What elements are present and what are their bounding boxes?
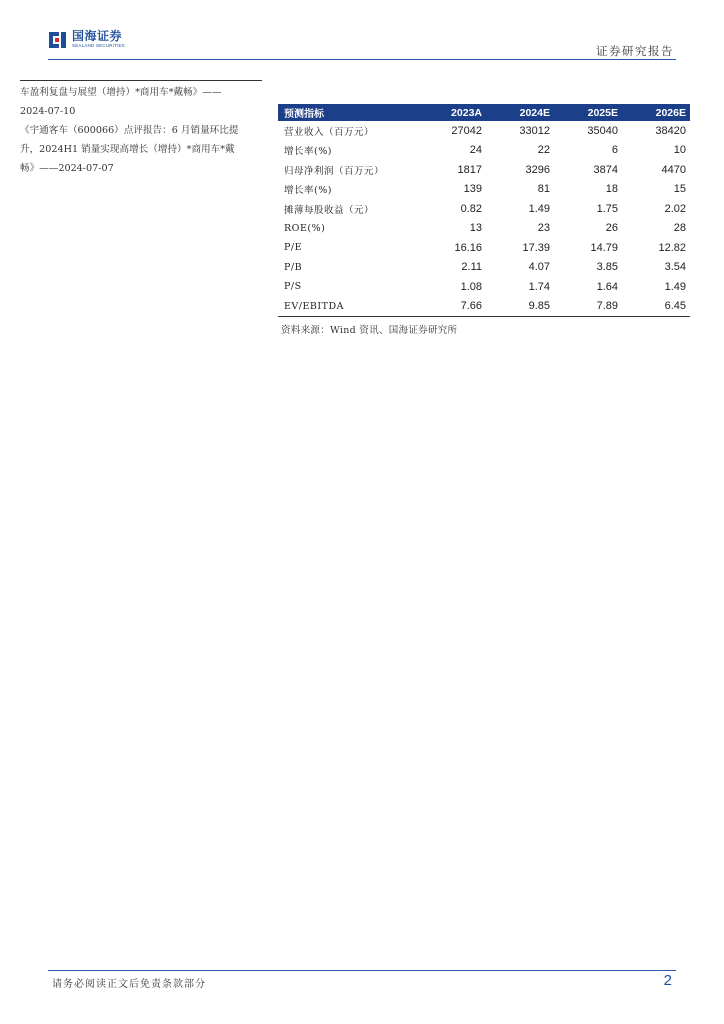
table-row — [278, 238, 690, 258]
row-label: 增长率(%) — [284, 185, 332, 197]
table-cell: 3296 — [525, 163, 550, 176]
related-report-line: 《宇通客车（600066）点评报告：6 月销量环比提 — [20, 125, 239, 136]
header-cell-metric: 预测指标 — [284, 109, 324, 120]
report-type-label: 证券研究报告 — [596, 44, 674, 58]
table-row — [278, 160, 690, 180]
row-label: EV/EBITDA — [284, 300, 344, 312]
table-cell: 18 — [605, 183, 618, 196]
header-cell-year: 2023A — [451, 106, 482, 119]
table-cell: 38420 — [655, 124, 686, 137]
table-bottom-rule — [278, 316, 690, 317]
table-cell: 16.16 — [454, 241, 482, 254]
table-cell: 3.85 — [596, 261, 618, 274]
related-report-line: 车盈利复盘与展望（增持）*商用车*戴畅》—— — [20, 87, 222, 98]
table-cell: 35040 — [587, 124, 618, 137]
related-report-line: 畅》——2024-07-07 — [20, 163, 114, 174]
table-cell: 1.74 — [528, 280, 550, 293]
table-cell: 27042 — [451, 124, 482, 137]
row-label: P/B — [284, 261, 303, 273]
table-row — [278, 121, 690, 141]
row-label: P/E — [284, 242, 303, 254]
company-logo — [48, 30, 125, 50]
table-cell: 2.02 — [664, 202, 686, 215]
page-number: 2 — [663, 972, 672, 989]
row-label: ROE(%) — [284, 222, 326, 234]
table-cell: 1.64 — [596, 280, 618, 293]
table-cell: 0.82 — [460, 202, 482, 215]
table-cell: 17.39 — [522, 241, 550, 254]
row-label: 摊薄每股收益（元） — [284, 204, 375, 216]
table-cell: 14.79 — [590, 241, 618, 254]
table-cell: 1.49 — [528, 202, 550, 215]
table-cell: 9.85 — [528, 300, 550, 313]
table-cell: 6 — [611, 144, 618, 157]
table-cell: 23 — [537, 222, 550, 235]
table-cell: 1.08 — [460, 280, 482, 293]
table-cell: 7.89 — [596, 300, 618, 313]
table-cell: 4.07 — [528, 261, 550, 274]
table-cell: 13 — [469, 222, 482, 235]
table-cell: 7.66 — [460, 300, 482, 313]
related-reports — [20, 80, 262, 178]
row-label: 增长率(%) — [284, 146, 332, 158]
table-row — [278, 258, 690, 278]
logo-chinese-name: 国海证券 — [72, 29, 123, 43]
table-cell: 26 — [605, 222, 618, 235]
table-cell: 81 — [537, 183, 550, 196]
related-report-line: 2024-07-10 — [20, 106, 76, 117]
table-cell: 3874 — [593, 163, 618, 176]
table-row — [278, 180, 690, 200]
sealand-logo-icon — [48, 30, 68, 50]
table-cell: 28 — [673, 222, 686, 235]
header-cell-year: 2024E — [519, 106, 550, 119]
table-row — [278, 199, 690, 219]
table-row — [278, 277, 690, 297]
footer-disclaimer: 请务必阅读正文后免责条款部分 — [52, 979, 206, 990]
logo-english-name: SEALAND SECURITIES — [72, 43, 125, 48]
related-report-line: 升，2024H1 销量实现高增长（增持）*商用车*戴 — [20, 144, 235, 155]
table-cell: 1.49 — [664, 280, 686, 293]
forecast-table — [278, 104, 690, 336]
table-cell: 4470 — [661, 163, 686, 176]
table-cell: 2.11 — [461, 261, 482, 274]
row-label: P/S — [284, 281, 302, 293]
table-cell: 6.45 — [664, 300, 686, 313]
header-divider — [48, 59, 676, 60]
row-label: 归母净利润（百万元） — [284, 165, 385, 177]
table-row — [278, 141, 690, 161]
header-cell-year: 2026E — [655, 106, 686, 119]
table-cell: 1817 — [457, 163, 482, 176]
header-cell-year: 2025E — [587, 106, 618, 119]
table-cell: 15 — [673, 183, 686, 196]
table-row — [278, 297, 690, 317]
table-row — [278, 219, 690, 239]
row-label: 营业收入（百万元） — [284, 126, 375, 138]
page-header — [0, 0, 724, 62]
forecast-table-header — [278, 104, 690, 121]
table-cell: 12.82 — [658, 241, 686, 254]
table-cell: 3.54 — [664, 261, 686, 274]
table-cell: 33012 — [519, 124, 550, 137]
table-source: 资料来源：Wind 资讯、国海证券研究所 — [281, 325, 458, 336]
table-cell: 22 — [537, 144, 550, 157]
table-cell: 24 — [469, 144, 482, 157]
footer-divider — [48, 970, 676, 971]
table-cell: 10 — [673, 144, 686, 157]
table-cell: 139 — [463, 183, 482, 196]
related-reports-rule — [20, 80, 262, 81]
table-cell: 1.75 — [596, 202, 618, 215]
